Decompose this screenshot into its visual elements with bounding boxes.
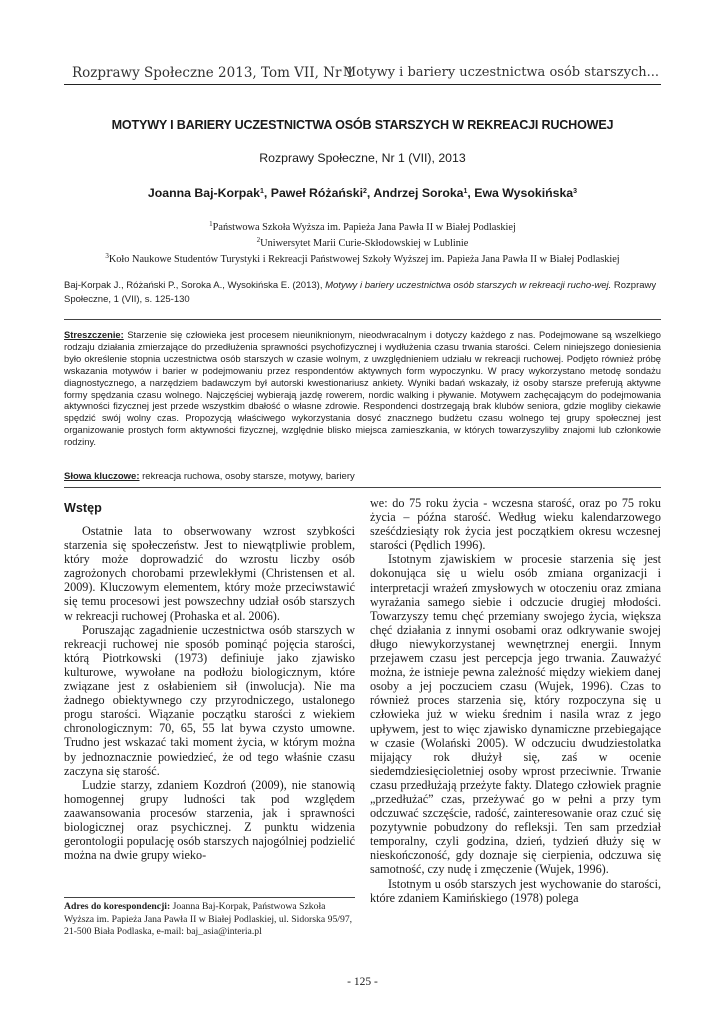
keywords-text: rekreacja ruchowa, osoby starsze, motywy, bariery [139,471,355,482]
affiliation-text: Państwowa Szkoła Wyższa im. Papieża Jana Pawła II w Białej Podlaskiej [212,222,516,233]
affiliation-mark: 3 [105,252,109,260]
affiliation-1 [64,222,661,233]
author: Ewa Wysokińska [474,186,574,200]
author: Andrzej Soroka [373,186,464,200]
citation-title: Motywy i bariery uczestnictwa osób starszych w rekreacji rucho-wej. [325,280,612,291]
divider-top [64,319,661,320]
abstract [64,330,661,449]
correspondence-footnote [64,901,355,939]
paragraph: Poruszając zagadnienie uczestnictwa osób starszych w rekreacji ruchowej nie sposób pominąć pojęcia starości, którą Piotrkowski (1973) definiuje jako zjawisko kulturowe, wywołane na podłożu biologicznym, które związane jest z osłabieniem sił (inwolucja). Nie ma żadnego obiektywnego czy przyrodniczego, ustalonego progu starości. Wiązanie początku starości z wiekiem chronologicznym: 70, 65, 55 lat bywa czysto umowne. Trudno jest wskazać taki moment życia, w którym można by jednoznacznie powiedzieć, że od tego właśnie czasu zaczyna się starość. [64,622,355,778]
author-separator: , [467,186,475,200]
footnote-text: Joanna Baj-Korpak, Państwowa Szkoła Wyższa im. Papieża Jana Pawła II w Białej Podlaskiej, ul. Sidorska 95/97, 21-500 Biała Podlaska, e-mail: baj_asia@interia.pl [64,901,353,938]
abstract-text: Starzenie się człowieka jest procesem nieuniknionym, nieodwracalnym i dotyczy każdego z nas. Podejmowane są wszelkiego rodzaju działania zmierzające do przedłużenia sprawności psychofizycznej i wydłużenia czasu trwania starości. Celem niniejszego doniesienia było określenie stopnia uczestnictwa osób starszych w czasie wolnym, z uwzględnieniem udziału w rekreacji ruchowej. Podjęto również próbę wskazania motywów i barier w podejmowaniu przez respondentów aktywnych form wypoczynku. W pracy wykorzystano metodę sondażu diagnostycznego, a narzędziem badawczym był autorski kwestionariusz ankiety. Wyniki badań wskazały, iż osoby starsze preferują aktywne formy spędzania czasu wolnego. Najczęściej wybierają jazdę rowerem, nordic walking i pływanie. Motywem zachęcającym do podejmowania aktywności fizycznej jest przede wszystkim dbałość o własne zdrowie. Respondenci dostrzegają brak klubów seniora, gdzie mogliby ciekawie spędzić swój wolny czas. Propozycją właściwego wykorzystania dosyć znacznego budżetu czasu wolnego tej grupy społecznej jest organizowanie prostych form aktywności fizycznej, względnie blisko miejsca zamieszkania, w których towarzyszyliby znajomi lub członkowie rodziny. [64,330,661,448]
citation-authors: Baj-Korpak J., Różański P., Soroka A., Wysokińska E. (2013), [64,280,326,291]
footnote-rule [64,897,355,898]
affiliation-mark: 2 [256,236,261,244]
author-separator: , [366,186,374,200]
author: Joanna Baj-Korpak [147,186,260,200]
abstract-label: Streszczenie: [64,330,124,340]
section-heading: Wstęp [64,501,102,515]
paragraph: Istotnym zjawiskiem w procesie starzenia się jest dokonująca się u wielu osób zmiana organizacji i interpretacji wrażeń zmysłowych w otoczeniu oraz zmiana wyrażania samego siebie i odczucie drugiej młodości. Towarzyszy temu chęć przemiany swojego życia, większa chęć działania z innymi osobami oraz odkrywanie swojej długo niewykorzystanej wewnętrznej energii. Innym przejawem czasu jest percepcja jego trwania. Zauważyć można, że istnieje pewna zależność między wiekiem danej osoby a jej poczuciem czasu (Wujek, 1996). Czas to również proces starzenia się, który rozpoczyna się u człowieka już w wieku średnim i nasila wraz z jego upływem, jest to więc zjawisko dynamiczne przebiegające w czasie (Wolański 2005). W odczuciu dwudziestolatka mijający rok dłużył się, zaś w ocenie siedemdziesięcioletniej osoby wprost przeciwnie. Trwanie czasu przedłużają przeżyte fakty. Dlatego człowiek pragnie „przedłużać” czas, przeżywać go w pełni a przy tym odczuwać szczęście, radość, zainteresowanie oraz czuć się pozytywnie pobudzony do refleksji. Ten sam przedział temporalny, czyli godzina, dzień, tydzień dłuży się w nieskończoność, gdy doznaje się cierpienia, odczuwa się samotność, czy nudę i zmęczenie (Wujek, 1996). [370,552,661,877]
divider-bottom [64,487,661,488]
author-affil-mark: 1 [463,188,468,195]
running-header-title: Motywy i bariery uczestnictwa osób starszych... [342,65,659,80]
affiliation-3 [64,254,661,265]
citation-source: Rozprawy Społeczne, 1 (VII), s. 125-130 [64,280,657,305]
footnote-label: Adres do korespondencji: [64,901,171,912]
author-affil-mark: 1 [260,188,264,195]
keywords-label: Słowa kluczowe: [64,471,140,482]
paragraph: Ludzie starzy, zdaniem Kozdroń (2009), nie stanowią homogennej grupy ludności tak pod względem zaawansowania procesów starzenia, jak i sprawności biologicznej oraz psychicznej. Z punktu widzenia gerontologii populację osób starszych najogólniej podzielić można na dwie grupy wieko- [64,777,355,863]
affiliation-text: Uniwersytet Marii Curie-Skłodowskiej w Lublinie [260,238,469,249]
affiliation-text: Koło Naukowe Studentów Turystyki i Rekreacji Państwowej Szkoły Wyższej im. Papieża Jana Pawła II w Białej Podlaskiej [108,254,620,265]
author-list [64,186,661,200]
page-number: - 125 - [347,976,378,988]
author: Paweł Różański [270,186,364,200]
running-header [64,62,661,85]
author-affil-mark: 2 [363,188,367,195]
author-separator: , [263,186,271,200]
citation [64,279,661,307]
running-header-journal: Rozprawy Społeczne 2013, Tom VII, Nr 1 [72,65,355,81]
affiliation-mark: 1 [209,220,213,228]
paragraph: we: do 75 roku życia - wczesna starość, oraz po 75 roku życia – późna starość. Według wieku kalendarzowego sześćdziesiąty rok życia jest początkiem okresu wczesnej starości (Pędlich 1996). [370,496,661,553]
author-affil-mark: 3 [573,188,578,195]
right-column [370,496,661,905]
paragraph: Ostatnie lata to obserwowany wzrost szybkości starzenia się społeczeństw. Jest to niewątpliwie problem, który może doprowadzić do wzrostu liczby osób zagrożonych chorobami przewlekłymi (Christensen et al. 2009). Kluczowym elementem, który może przeciwstawić się temu procesowi jest powszechny udział osób starszych w rekreacji ruchowej (Prohaska et al. 2006). [64,524,355,623]
keywords [64,471,661,482]
journal-line: Rozprawy Społeczne, Nr 1 (VII), 2013 [259,151,466,165]
article-title: MOTYWY I BARIERY UCZESTNICTWA OSÓB STARSZYCH W REKREACJI RUCHOWEJ [111,118,614,132]
paragraph: Istotnym u osób starszych jest wychowanie do starości, które zdaniem Kamińskiego (1978) polega [370,876,661,905]
affiliation-2 [64,238,661,249]
left-column [64,524,355,862]
